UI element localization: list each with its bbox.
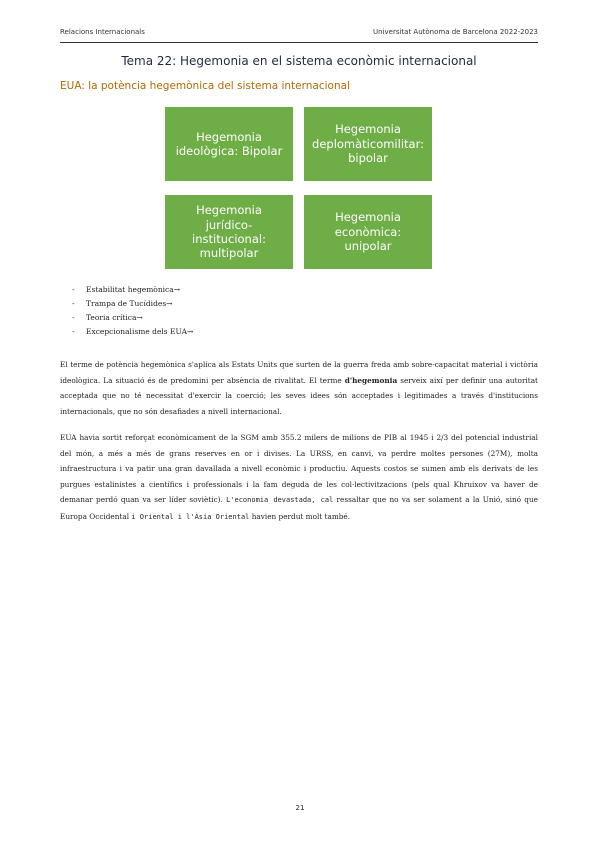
paragraph-hegemonic-power — [60, 357, 538, 419]
header-university: Universitat Autònoma de Barcelona 2022-2023 — [372, 28, 538, 36]
box-diplomatic-military-hegemony: Hegemonia deplomàticomilitar: bipolar — [304, 107, 432, 181]
bullet-text: Excepcionalisme dels EUA — [86, 327, 187, 336]
box-economic-hegemony: Hegemonia econòmica: unipolar — [304, 195, 432, 269]
bullet-text: Trampa de Tucídides — [86, 299, 167, 308]
bullet-text: Estabilitat hegemònica — [86, 285, 174, 294]
bold-term: d'hegemonia — [344, 375, 398, 385]
box-ideological-hegemony: Hegemonia ideològica: Bipolar — [165, 107, 293, 181]
list-item — [72, 297, 193, 311]
bullet-dash: - — [72, 299, 75, 308]
bullet-dash: - — [72, 313, 75, 322]
paragraph-text: havien perdut molt també. — [249, 511, 351, 521]
paragraph-text: serveix així per definir una autoritat acceptada que no té necessitat d'exercir la coerció; les seves idees són acceptades i legitimades a través d'institucions internacionals, que no són desafiades a nivell internacional. — [60, 375, 538, 416]
section-subtitle: EUA: la potència hegemònica del sistema internacional — [60, 80, 350, 92]
list-item — [72, 325, 193, 339]
arrow-icon: → — [166, 299, 173, 308]
paragraph-text: ressaltar que no va ser solament a la Unió, sinó que Europa Occidental — [60, 495, 538, 521]
list-item — [72, 283, 193, 297]
list-item — [72, 311, 193, 325]
page-number: 21 — [295, 804, 305, 812]
box-legal-institutional-hegemony: Hegemonia jurídico-institucional: multipolar — [165, 195, 293, 269]
header-course: Relacions Internacionals — [60, 28, 145, 36]
paragraph-text: EUA havia sortit reforçat econòmicament de la SGM amb 355.2 milers de milions de PIB al 1945 i 2/3 del potencial industrial del món, a més a més de grans reserves en or i divises. La URSS, en canvi, va perdre moltes persones (27M), molta infraestructura i va patir una gran davallada a nivell econòmic i productiu. Aquests costos se sumen amb els derivats de les purgues estalinistes a científics i professionals i la fam deguda de les col·lectivitzacions (pels qual Khruixov va haver de demanar perdó quan va ser líder soviètic). — [60, 433, 538, 504]
paragraph-postwar-economy — [60, 430, 538, 525]
page-title: Tema 22: Hegemonia en el sistema econòmic internacional — [121, 54, 477, 68]
arrow-icon: → — [187, 327, 194, 336]
bullet-dash: - — [72, 285, 75, 294]
paragraph-text-alt-font: i Oriental i l'Àsia Oriental — [131, 512, 250, 521]
bullet-dash: - — [72, 327, 75, 336]
paragraph-text: El terme de potència hegemònica s'aplica als Estats Units que surten de la guerra freda amb sobre-capacitat material i victòria ideològica. La situació és de predomini per absència de rivalitat. El terme — [60, 360, 538, 385]
bullet-text: Teoria crítica — [86, 313, 137, 322]
arrow-icon: → — [173, 285, 181, 294]
arrow-icon: → — [136, 313, 143, 322]
paragraph-text-alt-font: L'economia devastada, cal — [226, 496, 334, 504]
bullet-list — [72, 283, 193, 339]
page-header — [60, 24, 538, 43]
